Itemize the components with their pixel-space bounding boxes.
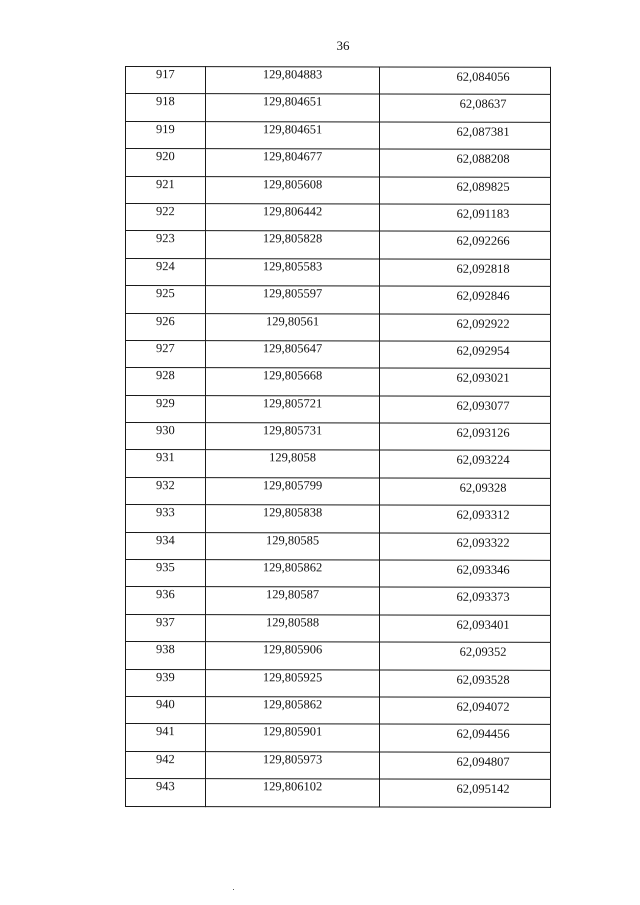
table-row: [126, 423, 551, 451]
point-number-cell: 938: [126, 642, 206, 670]
point-number-cell: 939: [126, 669, 206, 697]
latitude-cell: 62,094456: [380, 724, 551, 752]
table-row: [126, 505, 551, 533]
longitude-cell: 129,806442: [206, 204, 380, 232]
latitude-cell: 62,092818: [380, 259, 551, 287]
latitude-cell: 62,09328: [380, 478, 551, 506]
longitude-cell: 129,80588: [206, 614, 380, 642]
longitude-cell: 129,805731: [206, 423, 380, 451]
point-number-cell: 937: [126, 614, 206, 642]
point-number-cell: 943: [126, 779, 206, 807]
table-row: [126, 642, 551, 670]
latitude-cell: 62,094807: [380, 752, 551, 780]
latitude-cell: 62,092954: [380, 341, 551, 369]
point-number-cell: 931: [126, 450, 206, 478]
table-row: [126, 532, 551, 560]
longitude-cell: 129,805862: [206, 697, 380, 725]
latitude-cell: 62,088208: [380, 149, 551, 177]
longitude-cell: 129,80561: [206, 313, 380, 341]
table-row: [126, 724, 551, 752]
table-row: [126, 231, 551, 259]
longitude-cell: 129,805925: [206, 669, 380, 697]
longitude-cell: 129,805583: [206, 258, 380, 286]
latitude-cell: 62,093312: [380, 505, 551, 533]
point-number-cell: 918: [126, 94, 206, 122]
longitude-cell: 129,805721: [206, 395, 380, 423]
longitude-cell: 129,806102: [206, 779, 380, 807]
point-number-cell: 919: [126, 121, 206, 149]
point-number-cell: 922: [126, 203, 206, 231]
point-number-cell: 935: [126, 560, 206, 588]
point-number-cell: 933: [126, 505, 206, 533]
point-number-cell: 940: [126, 696, 206, 724]
table-row: [126, 368, 551, 396]
point-number-cell: 923: [126, 231, 206, 259]
latitude-cell: 62,091183: [380, 204, 551, 232]
point-number-cell: 921: [126, 176, 206, 204]
latitude-cell: 62,093401: [380, 615, 551, 643]
table-row: [126, 477, 551, 505]
table-row: [126, 669, 551, 697]
table-row: [126, 587, 551, 615]
longitude-cell: 129,805668: [206, 368, 380, 396]
point-number-cell: 936: [126, 587, 206, 615]
point-number-cell: 928: [126, 368, 206, 396]
table-row: [126, 258, 551, 286]
table-row: [126, 286, 551, 314]
table-row: [126, 779, 551, 807]
table-row: [126, 176, 551, 204]
longitude-cell: 129,805597: [206, 286, 380, 314]
table-row: [126, 67, 551, 95]
table-row: [126, 203, 551, 231]
latitude-cell: 62,093126: [380, 423, 551, 451]
latitude-cell: 62,093021: [380, 368, 551, 396]
table-row: [126, 94, 551, 122]
longitude-cell: 129,805608: [206, 176, 380, 204]
latitude-cell: 62,094072: [380, 697, 551, 725]
latitude-cell: 62,093322: [380, 533, 551, 561]
table-row: [126, 614, 551, 642]
table-row: [126, 313, 551, 341]
latitude-cell: 62,089825: [380, 177, 551, 205]
latitude-cell: 62,087381: [380, 122, 551, 150]
longitude-cell: 129,80585: [206, 532, 380, 560]
longitude-cell: 129,805862: [206, 560, 380, 588]
point-number-cell: 920: [126, 149, 206, 177]
latitude-cell: 62,093224: [380, 451, 551, 479]
table-row: [126, 696, 551, 724]
table-row: [126, 149, 551, 177]
table-row: [126, 751, 551, 779]
longitude-cell: 129,805828: [206, 231, 380, 259]
point-number-cell: 927: [126, 340, 206, 368]
table-row: [126, 121, 551, 149]
point-number-cell: 930: [126, 423, 206, 451]
longitude-cell: 129,804883: [206, 67, 380, 95]
table-row: [126, 560, 551, 588]
table-row: [126, 340, 551, 368]
table-row: [126, 450, 551, 478]
page-speck: [233, 889, 234, 890]
latitude-cell: 62,093373: [380, 587, 551, 615]
latitude-cell: 62,093528: [380, 670, 551, 698]
longitude-cell: 129,805799: [206, 478, 380, 506]
latitude-cell: 62,09352: [380, 642, 551, 670]
point-number-cell: 924: [126, 258, 206, 286]
coordinates-table-wrapper: [125, 66, 550, 807]
point-number-cell: 925: [126, 286, 206, 314]
point-number-cell: 934: [126, 532, 206, 560]
point-number-cell: 929: [126, 395, 206, 423]
point-number-cell: 917: [126, 67, 206, 95]
longitude-cell: 129,804651: [206, 94, 380, 122]
point-number-cell: 941: [126, 724, 206, 752]
latitude-cell: 62,092846: [380, 286, 551, 314]
longitude-cell: 129,804651: [206, 121, 380, 149]
page-number: 36: [336, 38, 350, 53]
coordinates-table: [125, 66, 551, 807]
latitude-cell: 62,093077: [380, 396, 551, 424]
point-number-cell: 932: [126, 477, 206, 505]
longitude-cell: 129,805901: [206, 724, 380, 752]
longitude-cell: 129,805906: [206, 642, 380, 670]
longitude-cell: 129,804677: [206, 149, 380, 177]
coordinates-table-body: [126, 67, 551, 807]
point-number-cell: 942: [126, 751, 206, 779]
latitude-cell: 62,092266: [380, 231, 551, 259]
latitude-cell: 62,084056: [380, 67, 551, 95]
longitude-cell: 129,8058: [206, 450, 380, 478]
latitude-cell: 62,08637: [380, 94, 551, 122]
longitude-cell: 129,805838: [206, 505, 380, 533]
longitude-cell: 129,805647: [206, 341, 380, 369]
latitude-cell: 62,093346: [380, 560, 551, 588]
table-row: [126, 395, 551, 423]
longitude-cell: 129,80587: [206, 587, 380, 615]
latitude-cell: 62,092922: [380, 314, 551, 342]
latitude-cell: 62,095142: [380, 779, 551, 807]
longitude-cell: 129,805973: [206, 751, 380, 779]
point-number-cell: 926: [126, 313, 206, 341]
